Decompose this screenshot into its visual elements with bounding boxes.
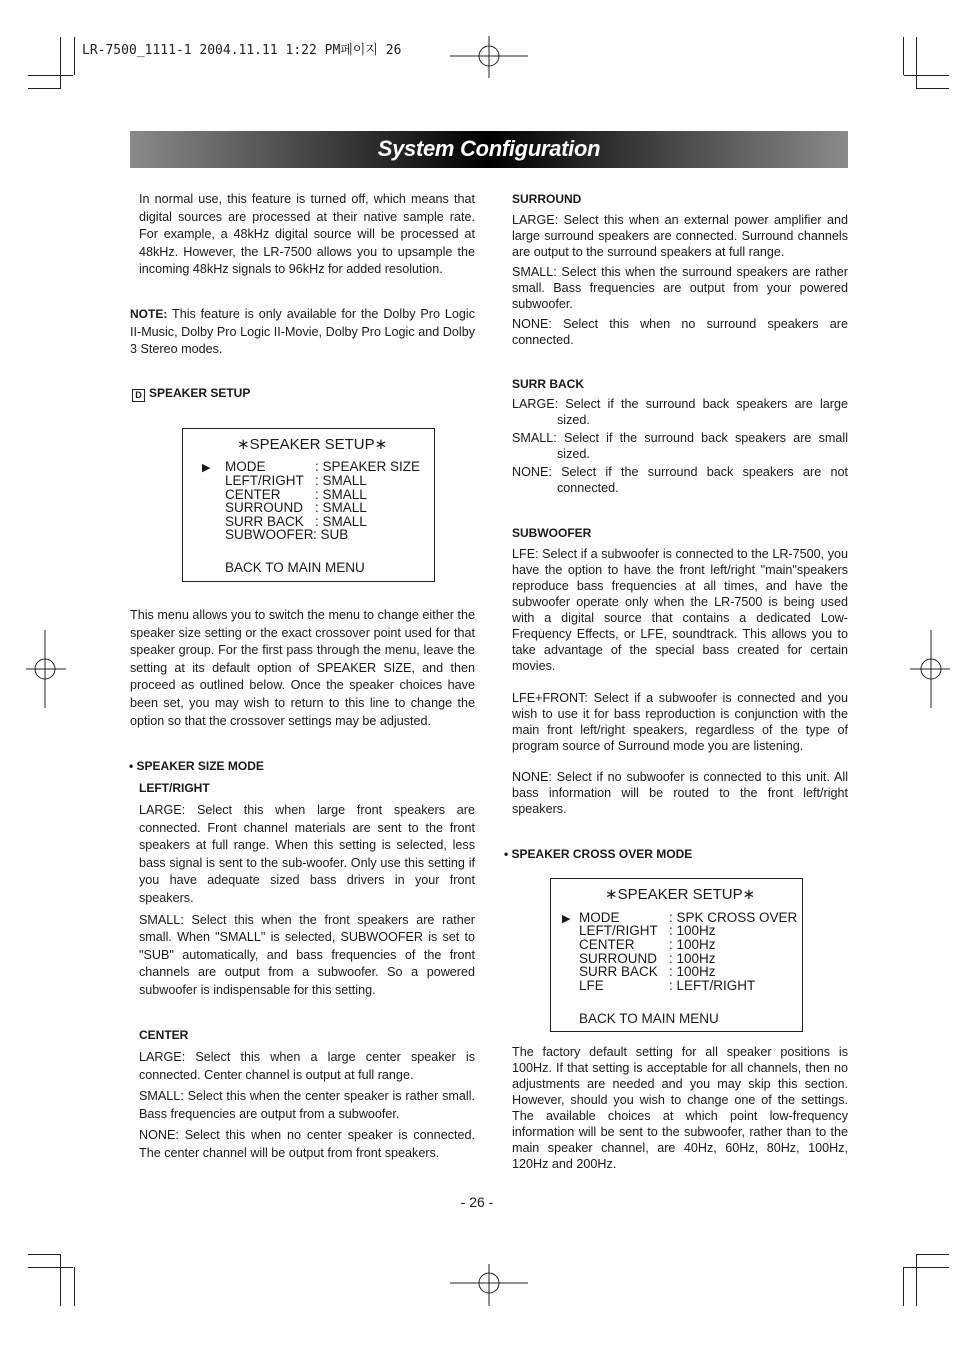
left-right-heading: LEFT/RIGHT [139, 781, 210, 795]
menu-row-label[interactable]: SUBWOOFER [225, 527, 314, 542]
menu-row-value: : SMALL [315, 473, 367, 488]
surround-section [512, 212, 848, 348]
menu-row-label[interactable]: LFE [579, 978, 604, 993]
crossover-mode-heading: • SPEAKER CROSS OVER MODE [504, 847, 693, 861]
note-text: This feature is only available for the Dolby Pro Logic II-Music, Dolby Pro Logic II-Movie, Dolby Pro Logic and Dolby 3 Stereo modes. [130, 307, 475, 357]
menu-description: This menu allows you to switch the menu to change either the speaker size setting or the exact crossover point used for that speaker group. For the first pass through the menu, leave the setting at its default option of SPEAKER SIZE, and then proceed as outlined below. Once the speaker choices have been set, you may wish to return to this line to change the option so that the crossover settings may be adjusted. [130, 608, 475, 728]
surr-back-heading: SURR BACK [512, 377, 584, 391]
note-label: NOTE: [130, 307, 168, 321]
menu-row-label[interactable]: CENTER [225, 487, 281, 502]
menu-row-value: : SPEAKER SIZE [315, 459, 421, 474]
surround-heading: SURROUND [512, 192, 582, 206]
surround-small: SMALL: Select this when the surround speakers are rather small. Bass frequencies are output from your powered subwoofer. [512, 265, 848, 311]
center-section [139, 1049, 475, 1163]
center-small: SMALL: Select this when the center speaker is rather small. Bass frequencies are output from a subwoofer. [139, 1089, 475, 1121]
menu-row-label[interactable]: SURROUND [225, 500, 304, 515]
center-heading: CENTER [139, 1028, 189, 1042]
menu-row-label[interactable]: SURROUND [579, 951, 658, 966]
registration-target-icon [450, 1264, 528, 1306]
menu-row-value: : 100Hz [669, 923, 716, 938]
d-marker-icon: D [132, 389, 145, 402]
menu-row-label[interactable]: SURR BACK [225, 514, 304, 529]
speaker-setup-menu [182, 428, 435, 582]
surr-back-none: NONE: Select if the surround back speakers are not connected. [512, 465, 848, 495]
menu-row-value: : SPK CROSS OVER [669, 910, 798, 925]
menu-row-label[interactable]: MODE [225, 459, 266, 474]
page-number: - 26 - [460, 1194, 494, 1210]
left-right-large: LARGE: Select this when large front speakers are connected. Front channel materials are sent to the front speakers at full range. When this setting is selected, less bass signal is sent to the sub-woofer. Only use this setting if you have adequate sized bass drivers in your front speakers. [139, 803, 475, 905]
left-right-small: SMALL: Select this when the front speakers are rather small. When "SMALL" is selected, SUBWOOFER is set to "SUB" automatically, and bass frequencies of the front channels are output from a subwoofer. So a powered subwoofer is indispensable for this setting. [139, 912, 475, 997]
center-large: LARGE: Select this when a large center speaker is connected. Center channel is output at full range. [139, 1050, 475, 1082]
center-none: NONE: Select this when no center speaker is connected. The center channel will be output from front speakers. [139, 1128, 475, 1160]
surround-large: LARGE: Select this when an external power amplifier and large surround speakers are connected. Surround channels are output to the surround speakers at full range. [512, 213, 848, 259]
crossover-description: The factory default setting for all speaker positions is 100Hz. If that setting is acceptable for all channels, then no adjustments are needed and you may skip this section. However, should you wish to change one of the settings. The available choices at which point low-frequency information will be sent to the subwoofer, rather than to the main speaker channel, are 40Hz, 60Hz, 80Hz, 100Hz, 120Hz and 200Hz. [512, 1045, 848, 1171]
crossover-setup-menu [550, 878, 803, 1032]
registration-target-icon [450, 36, 528, 78]
registration-target-icon [26, 630, 66, 708]
left-right-section [139, 802, 475, 1000]
menu-row-value: : SMALL [315, 514, 367, 529]
menu-title: ∗SPEAKER SETUP∗ [237, 436, 388, 453]
back-to-main-menu[interactable]: BACK TO MAIN MENU [579, 1011, 719, 1026]
menu-title: ∗SPEAKER SETUP∗ [605, 886, 756, 903]
surround-none: NONE: Select this when no surround speakers are connected. [512, 317, 848, 347]
speaker-setup-heading: D SPEAKER SETUP [132, 385, 432, 403]
menu-row-value: : LEFT/RIGHT [669, 978, 756, 993]
menu-row-value: : SMALL [315, 500, 367, 515]
title-bar [130, 131, 848, 168]
intro-paragraph: In normal use, this feature is turned off, which means that digital sources are processed at their native sample rate. For example, a 48kHz digital source will be processed at 48kHz. However, the LR-7500 allows you to upsample the incoming 48kHz signals to 96kHz for added resolution. [139, 192, 475, 277]
menu-row-value: : 100Hz [669, 964, 716, 979]
subwoofer-lfe: LFE: Select if a subwoofer is connected to the LR-7500, you have the option to have the front left/right "main"speakers reproduce bass frequencies at all times, and have the subwoofer operate only when the LR-7500 is being used with a digital source that contains a dedicated Low-Frequency Effects, or LFE, soundtrack. This allows you to take advantage of the special bass created for certain movies. [512, 547, 848, 673]
surr-back-small: SMALL: Select if the surround back speakers are small sized. [512, 431, 848, 461]
file-info: LR-7500_1111-1 2004.11.11 1:22 PM페이지 26 [82, 43, 402, 58]
subwoofer-none: NONE: Select if no subwoofer is connected to this unit. All bass information will be routed to the front left/right speakers. [512, 770, 848, 816]
subwoofer-section [512, 546, 848, 817]
selection-arrow-icon: ▶ [562, 913, 571, 925]
note-paragraph [130, 306, 475, 359]
page-title: System Configuration [377, 136, 601, 161]
menu-row-label[interactable]: CENTER [579, 937, 635, 952]
speaker-size-mode-heading: • SPEAKER SIZE MODE [129, 759, 264, 773]
menu-row-label[interactable]: LEFT/RIGHT [225, 473, 304, 488]
menu-row-value: : SUB [313, 527, 349, 542]
registration-target-icon [910, 630, 950, 708]
menu-row-label[interactable]: MODE [579, 910, 620, 925]
menu-row-value: : 100Hz [669, 951, 716, 966]
menu-row-value: : 100Hz [669, 937, 716, 952]
surr-back-section [512, 396, 848, 496]
menu-row-value: : SMALL [315, 487, 367, 502]
back-to-main-menu[interactable]: BACK TO MAIN MENU [225, 560, 365, 575]
selection-arrow-icon: ▶ [202, 462, 211, 474]
menu-row-label[interactable]: SURR BACK [579, 964, 658, 979]
subwoofer-lfe-front: LFE+FRONT: Select if a subwoofer is connected and you wish to use it for bass reproduction is conjunction with the main front left/right speakers, regardless of the type of program source of Surround mode you are listening. [512, 691, 848, 753]
menu-row-label[interactable]: LEFT/RIGHT [579, 923, 658, 938]
surr-back-large: LARGE: Select if the surround back speakers are large sized. [512, 397, 848, 427]
subwoofer-heading: SUBWOOFER [512, 526, 592, 540]
